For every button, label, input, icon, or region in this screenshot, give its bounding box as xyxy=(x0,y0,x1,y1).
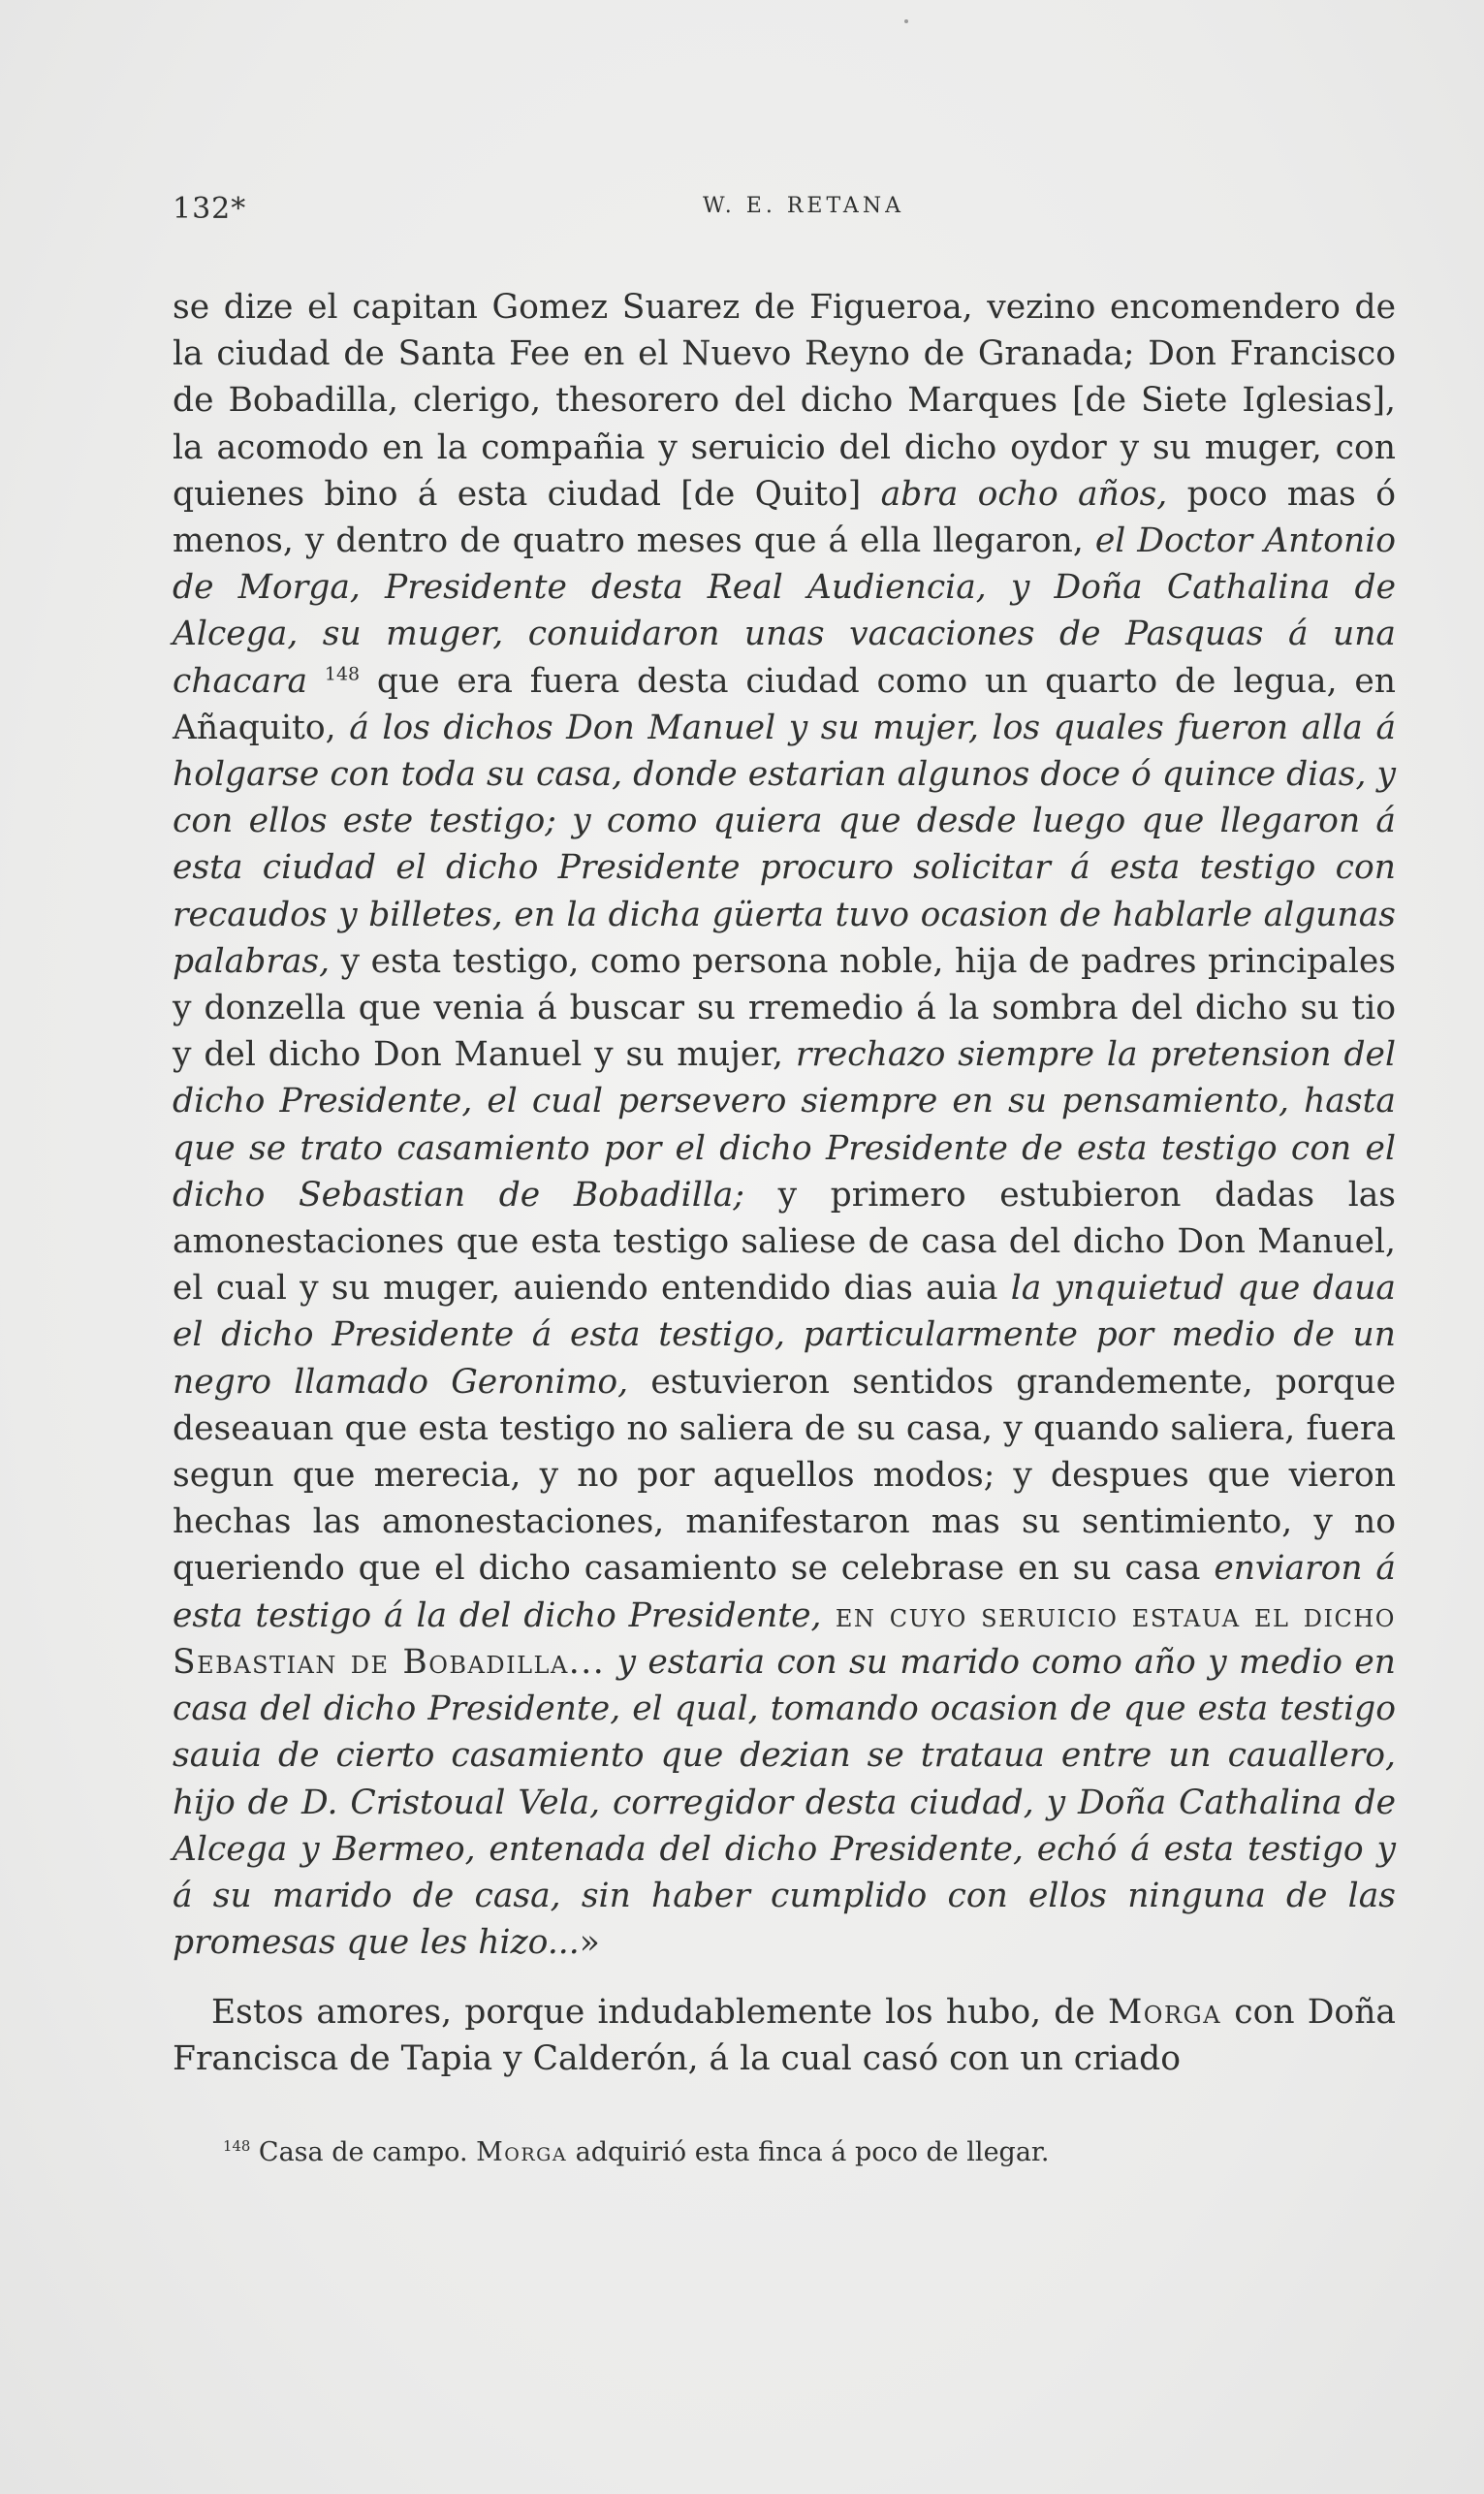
footnote-reference: 148 xyxy=(324,663,361,685)
small-caps-span: Morga xyxy=(1107,1993,1222,2032)
italic-span: la ynquietud que daua el dicho Presidente á esta testigo, particularmente por medio de un negro llamado Geronimo, xyxy=(173,1269,1396,1402)
closing-quote: » xyxy=(579,1923,600,1963)
text-span: estuvieron sentidos grandemente, porque deseauan que esta testigo no saliera de su casa, y quando saliera, fuera segun que merecia, y no por aquellos modos; y despues que vieron hechas las amonestaciones, manifestaron mas su sentimiento, y no queriendo que el dicho casamiento se celebrase en su casa xyxy=(173,1362,1397,1589)
footnote xyxy=(223,2135,1367,2170)
italic-span: el Doctor Antonio de Morga, Presidente desta Real Audiencia, y Doña Cathalina de Alcega, su muger, conuidaron unas vacaciones de Pasquas á una chacara xyxy=(173,521,1396,701)
paper-speck xyxy=(904,19,908,23)
page-header xyxy=(173,188,1396,227)
italic-span: rrechazo siempre la pretension del dicho Presidente, el cual persevero siempre en su pensamiento, hasta que se trato casamiento por el dicho Presidente de esta testigo con el dicho Sebastian de Bobadilla; xyxy=(173,1035,1396,1215)
text-span: Estos amores, porque indudablemente los hubo, de xyxy=(211,1993,1108,2032)
footnote-text: Casa de campo. xyxy=(250,2137,477,2167)
text-span: con Doña Francisca de Tapia y Calderón, á la cual casó con un criado xyxy=(173,1993,1396,2079)
italic-span: enviaron á esta testigo á la del dicho Presidente, xyxy=(173,1549,1396,1635)
footnote-text: adquirió esta finca á poco de llegar. xyxy=(567,2137,1050,2167)
small-caps-span: Morga xyxy=(476,2137,568,2167)
italic-span: abra ocho años, xyxy=(880,474,1168,514)
page-number: 132* xyxy=(173,192,247,226)
text-span: que era fuera desta ciudad como un quarto de legua, en Añaquito, xyxy=(173,661,1396,747)
italic-span: y estaria con su marido como año y medio en casa del dicho Presidente, el qual, tomando ocasion de que esta testigo sauia de cierto casamiento que dezian se trataua entre un cauallero, hijo de D. Cristoual Vela, corregidor desta ciudad, y Doña Cathalina de Alcega y Bermeo, entenada del dicho Presidente, echó á esta testigo y á su marido de casa, sin haber cumplido con ellos ninguna de las promesas que les hizo... xyxy=(173,1642,1396,1963)
running-head: W. E. RETANA xyxy=(703,194,904,218)
footnote-number: 148 xyxy=(223,2137,251,2155)
body-paragraph-1 xyxy=(173,284,1396,1966)
text-span: se dize el capitan Gomez Suarez de Figueroa, vezino encomendero de la ciudad de Santa Fee en el Nuevo Reyno de Granada; Don Francisco de Bobadilla, clerigo, thesorero del dicho Marques [de Siete Iglesias], la acomodo en la compañia y seruicio del dicho oydor y su muger, con quienes bino á esta ciudad [de Quito] xyxy=(173,288,1396,514)
italic-span: á los dichos Don Manuel y su mujer, los quales fueron alla á holgarse con toda su casa, donde estarian algunos doce ó quince dias, y con ellos este testigo; y como quiera que desde luego que llegaron á esta ciudad el dicho Presidente procuro solicitar á esta testigo con recaudos y billetes, en la dicha güerta tuvo ocasion de hablarle algunas palabras, xyxy=(173,708,1397,981)
body-paragraph-2 xyxy=(173,1989,1396,2082)
text-span: y esta testigo, como persona noble, hija de padres principales y donzella que venia á buscar su rremedio á la sombra del dicho su tio y del dicho Don Manuel y su mujer, xyxy=(173,941,1396,1075)
text-span: poco mas ó menos, y dentro de quatro meses que á ella llegaron, xyxy=(173,474,1396,561)
small-caps-span: en cuyo seruicio estaua el dicho Sebastian de Bobadilla... xyxy=(173,1595,1396,1682)
text-span: y primero estubieron dadas las amonestaciones que esta testigo saliese de casa del dicho Don Manuel, el cual y su muger, auiendo entendido dias auia xyxy=(173,1175,1396,1309)
